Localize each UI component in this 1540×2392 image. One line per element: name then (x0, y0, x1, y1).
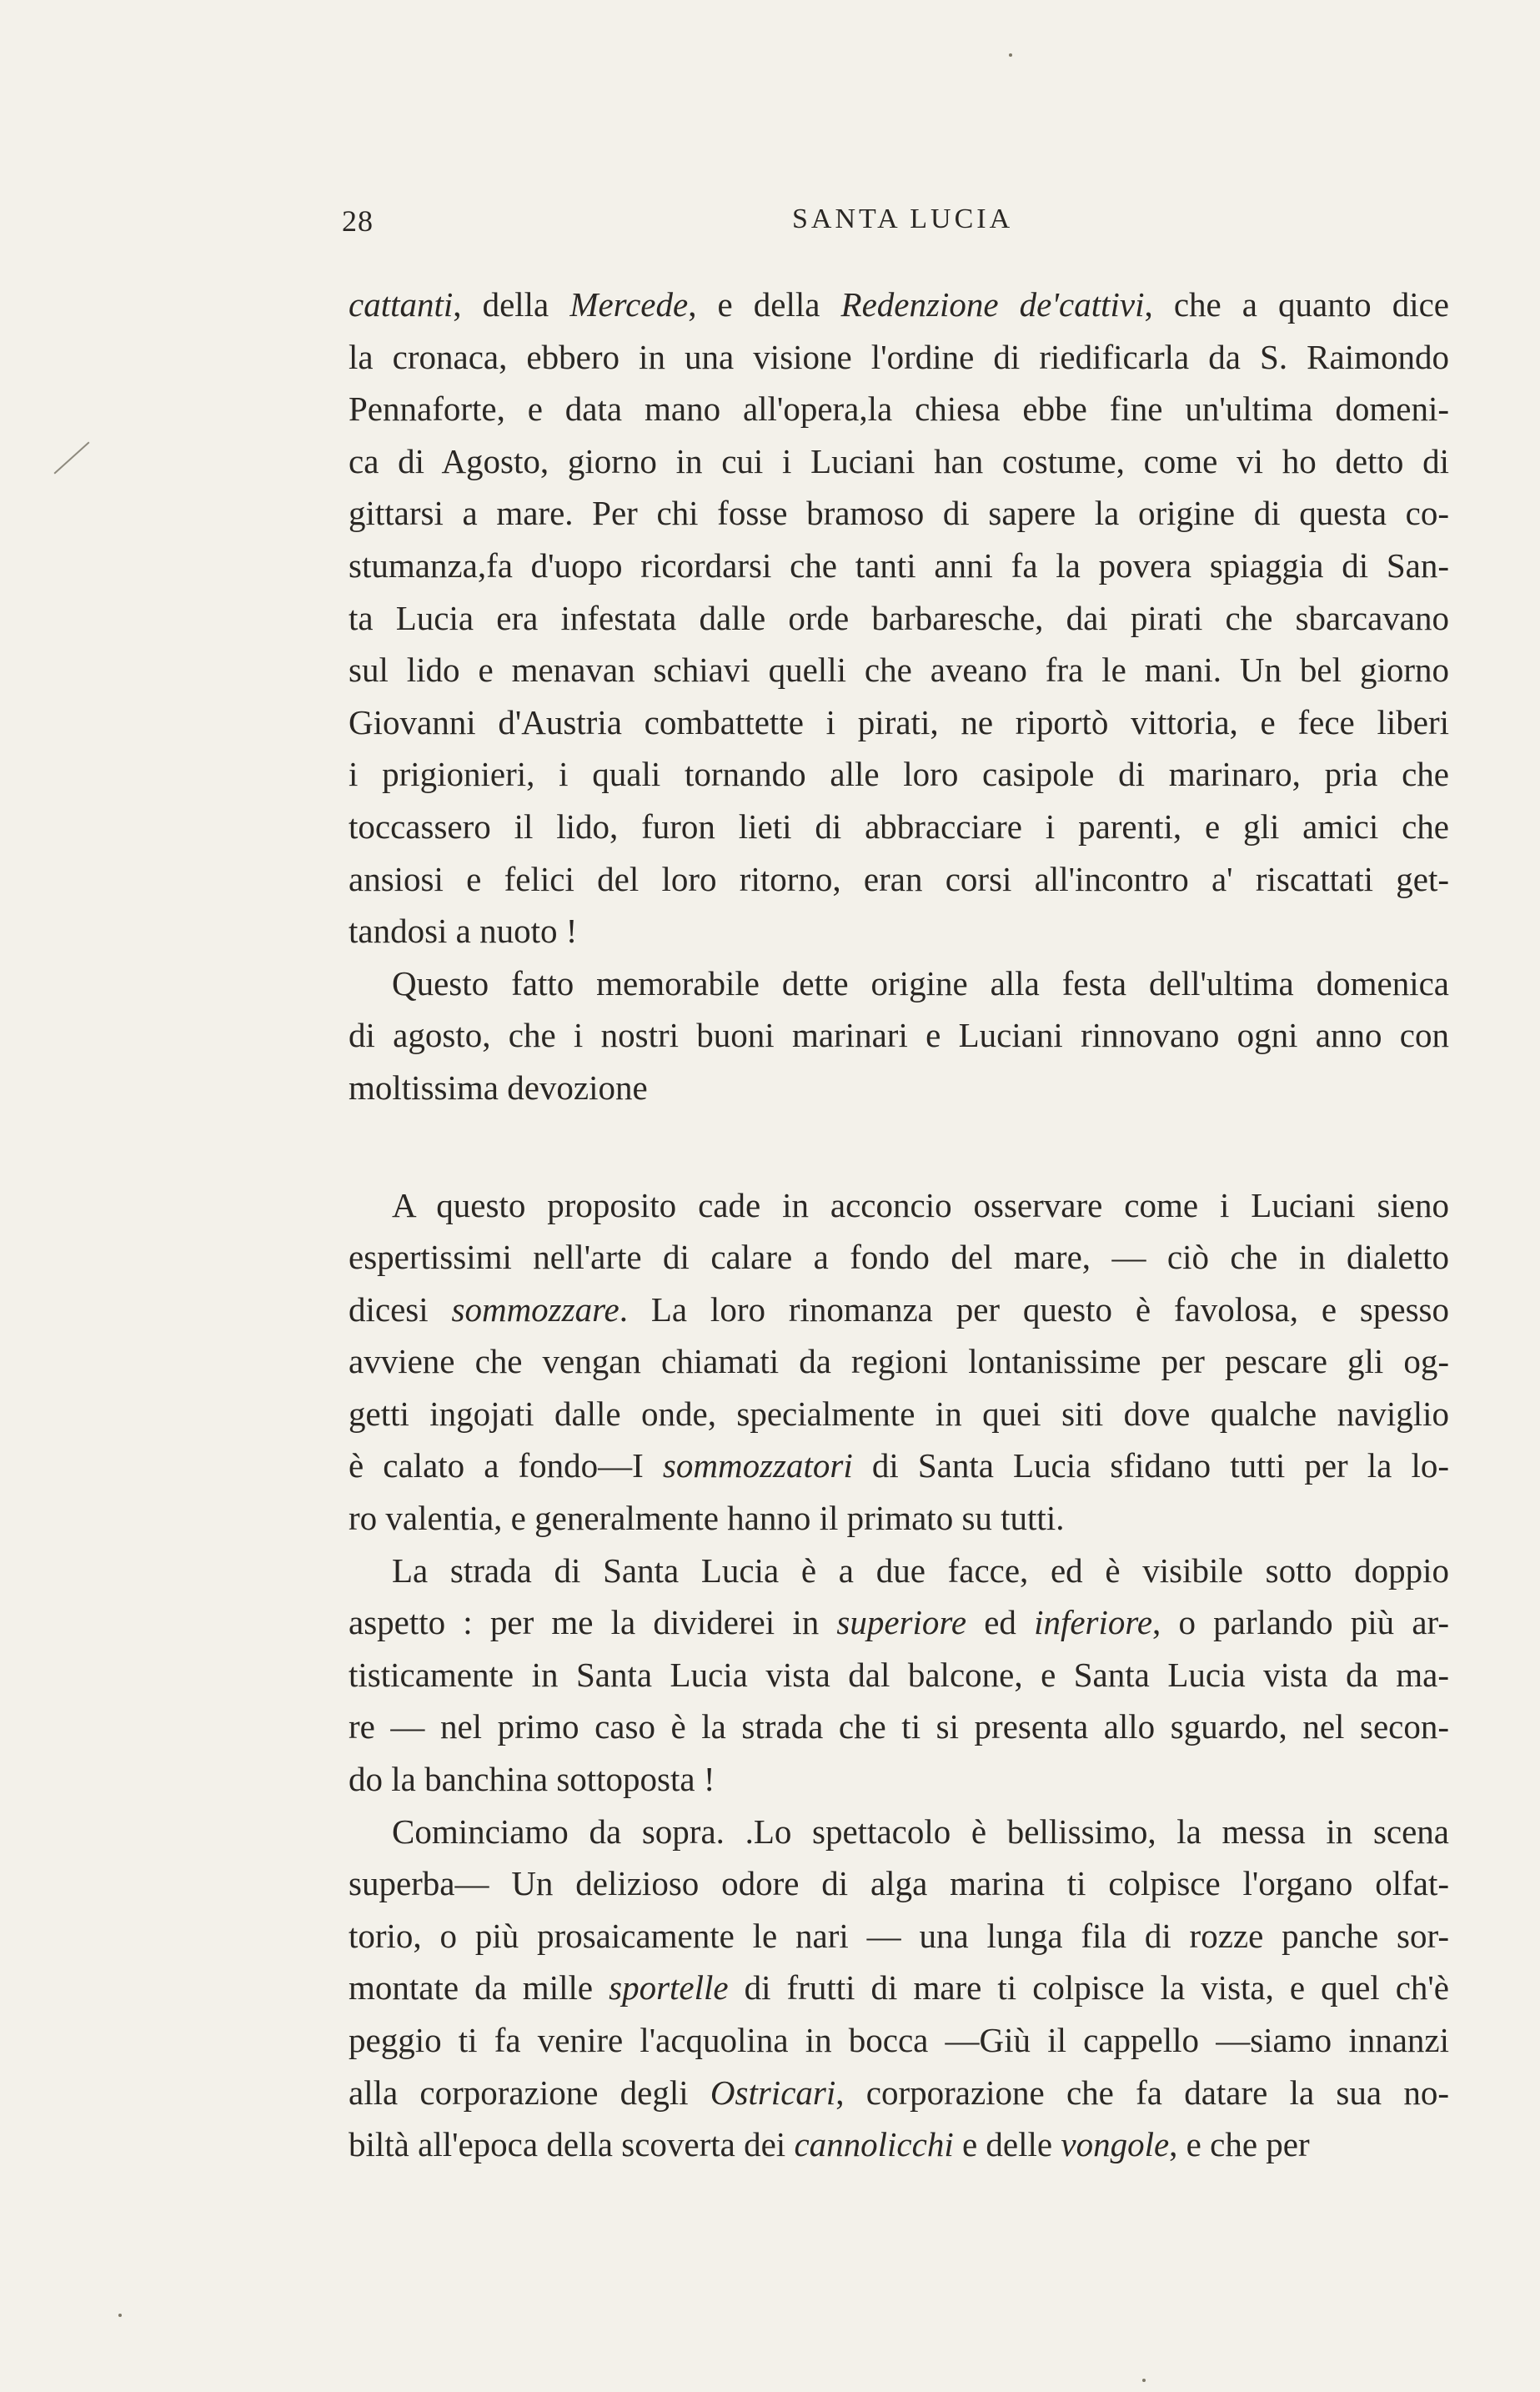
text-run: aspetto : per me la dividerei in (349, 1603, 837, 1642)
text-run: , e della (688, 285, 841, 324)
text-line (349, 1062, 1449, 1114)
margin-pencil-mark (54, 442, 90, 475)
text-run: , e che per (1169, 2125, 1310, 2164)
italic-text: sommozzatori (662, 1446, 853, 1485)
text-run: do la banchina sottoposta ! (349, 1760, 715, 1799)
text-line (349, 1753, 1449, 1806)
page-header (0, 204, 1540, 245)
text-run: ansiosi e felici del loro ritorno, eran corsi all'incontro a' riscattati get- (349, 859, 1449, 898)
text-run: Questo fatto memorabile dette origine alla festa dell'ultima domenica (392, 963, 1449, 1003)
paragraph (349, 957, 1449, 1114)
text-run: Cominciamo da sopra. .Lo spettacolo è bellissimo, la messa in scena (392, 1812, 1449, 1851)
italic-text: sommozzare (451, 1289, 620, 1329)
italic-text: cannolicchi (794, 2125, 954, 2164)
text-line (349, 1857, 1449, 1910)
paragraph (349, 1545, 1449, 1806)
italic-text: Redenzione de'cattivi (840, 285, 1145, 324)
text-line (349, 1910, 1449, 1962)
italic-text: Mercede (569, 285, 689, 324)
text-run: toccassero il lido, furon lieti di abbracciare i parenti, e gli amici che (349, 807, 1449, 846)
text-run: e delle (953, 2125, 1061, 2164)
paragraph (349, 1179, 1449, 1545)
italic-text: superiore (836, 1603, 967, 1642)
text-run: ca di Agosto, giorno in cui i Luciani han costume, come vi ho detto di (349, 441, 1449, 480)
text-run: La strada di Santa Lucia è a due facce, ed è visibile sotto doppio (392, 1550, 1449, 1590)
text-line (349, 1388, 1449, 1440)
text-run: ed (966, 1603, 1035, 1642)
text-run: ta Lucia era infestata dalle orde barbaresche, dai pirati che sbarcavano (349, 598, 1449, 637)
text-run: peggio ti fa venire l'acquolina in bocca —Giù il cappello —siamo innanzi (349, 2021, 1449, 2059)
text-run: gittarsi a mare. Per chi fosse bramoso di sapere la origine di questa co- (349, 494, 1449, 533)
text-line (349, 1440, 1449, 1492)
paragraph (349, 1806, 1449, 2171)
page-number: 28 (342, 204, 374, 238)
text-line (349, 696, 1449, 749)
text-run: biltà all'epoca della scoverta dei (349, 2125, 795, 2164)
text-line (349, 957, 1449, 1010)
paper-speck (118, 2314, 122, 2317)
text-run: montate da mille (349, 1968, 609, 2008)
text-run: i prigionieri, i quali tornando alle loro casipole di marinaro, pria che (349, 755, 1449, 794)
text-line (349, 540, 1449, 592)
text-run: , corporazione che fa datare la sua no- (835, 2073, 1449, 2112)
text-line (349, 1492, 1449, 1545)
text-line (349, 383, 1449, 435)
text-run: alla corporazione degli (349, 2073, 710, 2112)
text-run: Giovanni d'Austria combattette i pirati, ne riportò vittoria, e fece liberi (349, 702, 1449, 741)
text-run: superba— Un delizioso odore di alga marina ti colpisce l'organo olfat- (349, 1864, 1449, 1903)
text-line (349, 1231, 1449, 1284)
text-line (349, 801, 1449, 853)
text-line (349, 1179, 1449, 1232)
text-run: dicesi (349, 1289, 452, 1329)
text-line (349, 1806, 1449, 1858)
italic-text: cattanti (349, 285, 454, 324)
text-line (349, 1009, 1449, 1062)
text-run: torio, o più prosaicamente le nari — una lunga fila di rozze panche sor- (349, 1916, 1449, 1955)
body-text (349, 279, 1449, 2171)
text-line (349, 1284, 1449, 1336)
text-line (349, 592, 1449, 645)
text-run: ro valentia, e generalmente hanno il primato su tutti. (349, 1499, 1065, 1538)
text-run: , della (453, 285, 570, 324)
text-line (349, 1545, 1449, 1597)
italic-text: inferiore (1034, 1603, 1153, 1642)
paper-speck (1142, 2379, 1146, 2382)
text-run: Pennaforte, e data mano all'opera,la chiesa ebbe fine un'ultima domeni- (349, 389, 1449, 429)
text-line (349, 1701, 1449, 1753)
text-run: espertissimi nell'arte di calare a fondo del mare, — ciò che in dialetto (349, 1238, 1449, 1277)
text-run: la cronaca, ebbero in una visione l'ordine di riedificarla da S. Raimondo (349, 337, 1449, 376)
text-run: di agosto, che i nostri buoni marinari e Luciani rinnovano ogni anno con (349, 1016, 1449, 1055)
italic-text: Ostricari (710, 2073, 836, 2112)
text-run: è calato a fondo—I (349, 1446, 663, 1485)
text-line (349, 487, 1449, 540)
text-run: , che a quanto dice (1144, 285, 1449, 324)
italic-text: sportelle (609, 1968, 729, 2008)
text-line (349, 279, 1449, 331)
text-line (349, 2067, 1449, 2119)
text-line (349, 435, 1449, 488)
text-line (349, 1962, 1449, 2014)
text-run: sul lido e menavan schiavi quelli che aveano fra le mani. Un bel giorno (349, 651, 1449, 690)
text-run: . La loro rinomanza per questo è favolosa, e spesso (619, 1289, 1449, 1329)
text-line (349, 2118, 1449, 2171)
paragraph-gap (349, 1114, 1449, 1179)
text-line (349, 748, 1449, 801)
text-run: re — nel primo caso è la strada che ti si presenta allo sguardo, nel secon- (349, 1707, 1449, 1746)
text-line (349, 905, 1449, 957)
text-run: A questo proposito cade in acconcio osservare come i Luciani sieno (392, 1185, 1449, 1224)
text-run: stumanza,fa d'uopo ricordarsi che tanti anni fa la povera spiaggia di San- (349, 545, 1449, 585)
text-line (349, 1649, 1449, 1701)
text-line (349, 1596, 1449, 1649)
text-line (349, 331, 1449, 384)
text-run: tisticamente in Santa Lucia vista dal balcone, e Santa Lucia vista da ma- (349, 1655, 1449, 1694)
text-run: getti ingojati dalle onde, specialmente in quei siti dove qualche naviglio (349, 1394, 1449, 1433)
text-run: di frutti di mare ti colpisce la vista, e quel ch'è (728, 1968, 1449, 2008)
text-line (349, 2014, 1449, 2067)
running-title: SANTA LUCIA (792, 204, 1014, 234)
italic-text: vongole (1061, 2125, 1170, 2164)
paragraph (349, 279, 1449, 957)
text-line (349, 1335, 1449, 1388)
text-run: , o parlando più ar- (1152, 1603, 1450, 1642)
text-line (349, 853, 1449, 906)
text-run: tandosi a nuoto ! (349, 912, 578, 951)
text-run: di Santa Lucia sfidano tutti per la lo- (852, 1446, 1449, 1485)
text-line (349, 644, 1449, 696)
text-run: moltissima devozione (349, 1068, 648, 1107)
paper-speck (1009, 53, 1012, 57)
text-run: avviene che vengan chiamati da regioni lontanissime per pescare gli og- (349, 1342, 1449, 1381)
